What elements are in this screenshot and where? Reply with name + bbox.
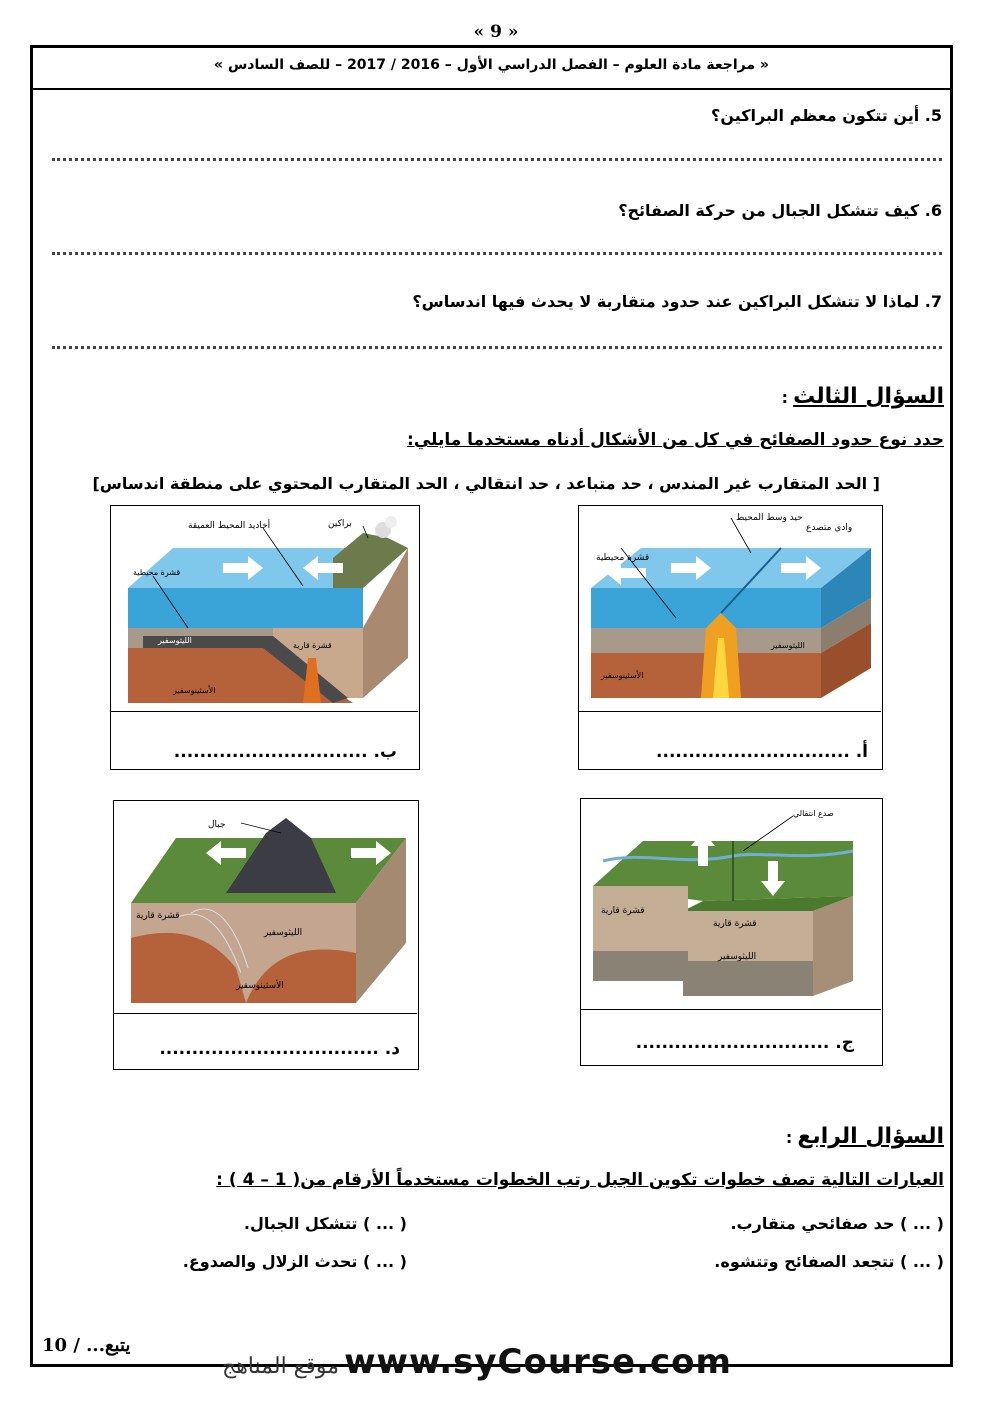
figure-d-box <box>113 800 419 1070</box>
answer-line-5[interactable] <box>52 158 942 161</box>
figure-b-label-trench: أخاديد المحيط العميقة <box>188 521 271 531</box>
section4-item-2[interactable]: ( ... ) تتشكل الجبال. <box>243 1214 407 1233</box>
figure-c-box <box>580 798 883 1066</box>
figure-b-divider <box>111 711 418 712</box>
figure-b-label-litho: الليثوسفير <box>158 636 192 645</box>
section3-options: [ الحد المتقارب غير المندس ، حد متباعد ، حد انتقالي ، الحد المتقارب المحتوي على منطقة اندساس] <box>92 474 880 493</box>
figure-a-answer[interactable]: أ. .............................. <box>656 742 868 762</box>
figure-c-label-litho: الليثوسفير <box>718 952 757 962</box>
figure-c-label-fault: صدع انتقالي <box>793 809 834 818</box>
figure-b-diagram <box>113 508 418 708</box>
figure-d-diagram <box>116 803 417 1011</box>
section3-instruction: حدد نوع حدود الصفائح في كل من الأشكال أدناه مستخدما مايلي: <box>407 430 944 450</box>
figure-b-label-volcano: براكين <box>328 519 352 529</box>
figure-a-diagram <box>581 508 881 708</box>
figure-d-label-astheno: الأسثينوسفير <box>236 981 284 991</box>
figure-c-divider <box>581 1009 881 1010</box>
section4-heading: السؤال الرابع : <box>785 1124 944 1149</box>
figure-d-answer[interactable]: د. .................................. <box>159 1039 400 1059</box>
footer-score: 10 / ...يتبع <box>42 1335 131 1356</box>
figure-a-label-ridge: حيد وسط المحيط <box>736 513 803 523</box>
question-5: 5. أين تتكون معظم البراكين؟ <box>711 106 942 125</box>
figure-a-label-astheno: الأسثينوسفير <box>601 671 644 680</box>
watermark: موقع المناهج www.syCourse.com <box>222 1342 732 1382</box>
figure-d-label-mountains: جبال <box>208 820 226 830</box>
figure-d-label-litho: الليثوسفير <box>264 928 303 938</box>
question-6: 6. كيف تتشكل الجبال من حركة الصفائح؟ <box>618 201 942 220</box>
figure-d-divider <box>114 1013 417 1014</box>
section4-instruction: العبارات التالية تصف خطوات تكوين الجبل رتب الخطوات مستخدماً الأرقام من( 1 – 4 ) : <box>216 1170 944 1190</box>
figure-b-label-crust: قشرة محيطية <box>133 568 181 577</box>
figure-c-answer[interactable]: ج. .............................. <box>635 1033 854 1053</box>
header-title: « مراجعة مادة العلوم – الفصل الدراسي الأول – 2016 / 2017 – للصف السادس » <box>214 57 769 73</box>
section4-item-3[interactable]: ( ... ) تتجعد الصفائح وتتشوه. <box>714 1252 944 1271</box>
answer-line-7[interactable] <box>52 346 942 349</box>
figure-a-box <box>578 505 883 770</box>
answer-line-6[interactable] <box>52 252 942 255</box>
figure-b-box <box>110 505 420 770</box>
figure-c-label-cont1: قشرة قارية <box>601 906 645 916</box>
figure-d-label-continental: قشرة قارية <box>136 911 180 921</box>
section4-item-1[interactable]: ( ... ) حد صفائحي متقارب. <box>730 1214 944 1233</box>
section4-item-4[interactable]: ( ... ) تحدث الزلال والصدوع. <box>182 1252 407 1271</box>
question-7: 7. لماذا لا تتشكل البراكين عند حدود متقاربة لا يحدث فيها اندساس؟ <box>412 292 942 311</box>
figure-a-label-litho: الليثوسفير <box>771 641 805 650</box>
figure-b-label-astheno: الأسثينوسفير <box>173 686 216 695</box>
section3-heading: السؤال الثالث : <box>781 384 944 409</box>
figure-a-divider <box>579 711 881 712</box>
figure-a-label-crust: قشرة محيطية <box>596 553 650 563</box>
figure-b-answer[interactable]: ب. .............................. <box>173 742 397 762</box>
page-number: « 9 » <box>473 22 519 42</box>
figure-b-label-continental: قشرة قارية <box>293 641 332 650</box>
figure-c-label-cont2: قشرة قارية <box>713 919 757 929</box>
figure-c-diagram <box>583 801 881 1006</box>
figure-a-label-rift: وادي متصدع <box>806 523 853 533</box>
